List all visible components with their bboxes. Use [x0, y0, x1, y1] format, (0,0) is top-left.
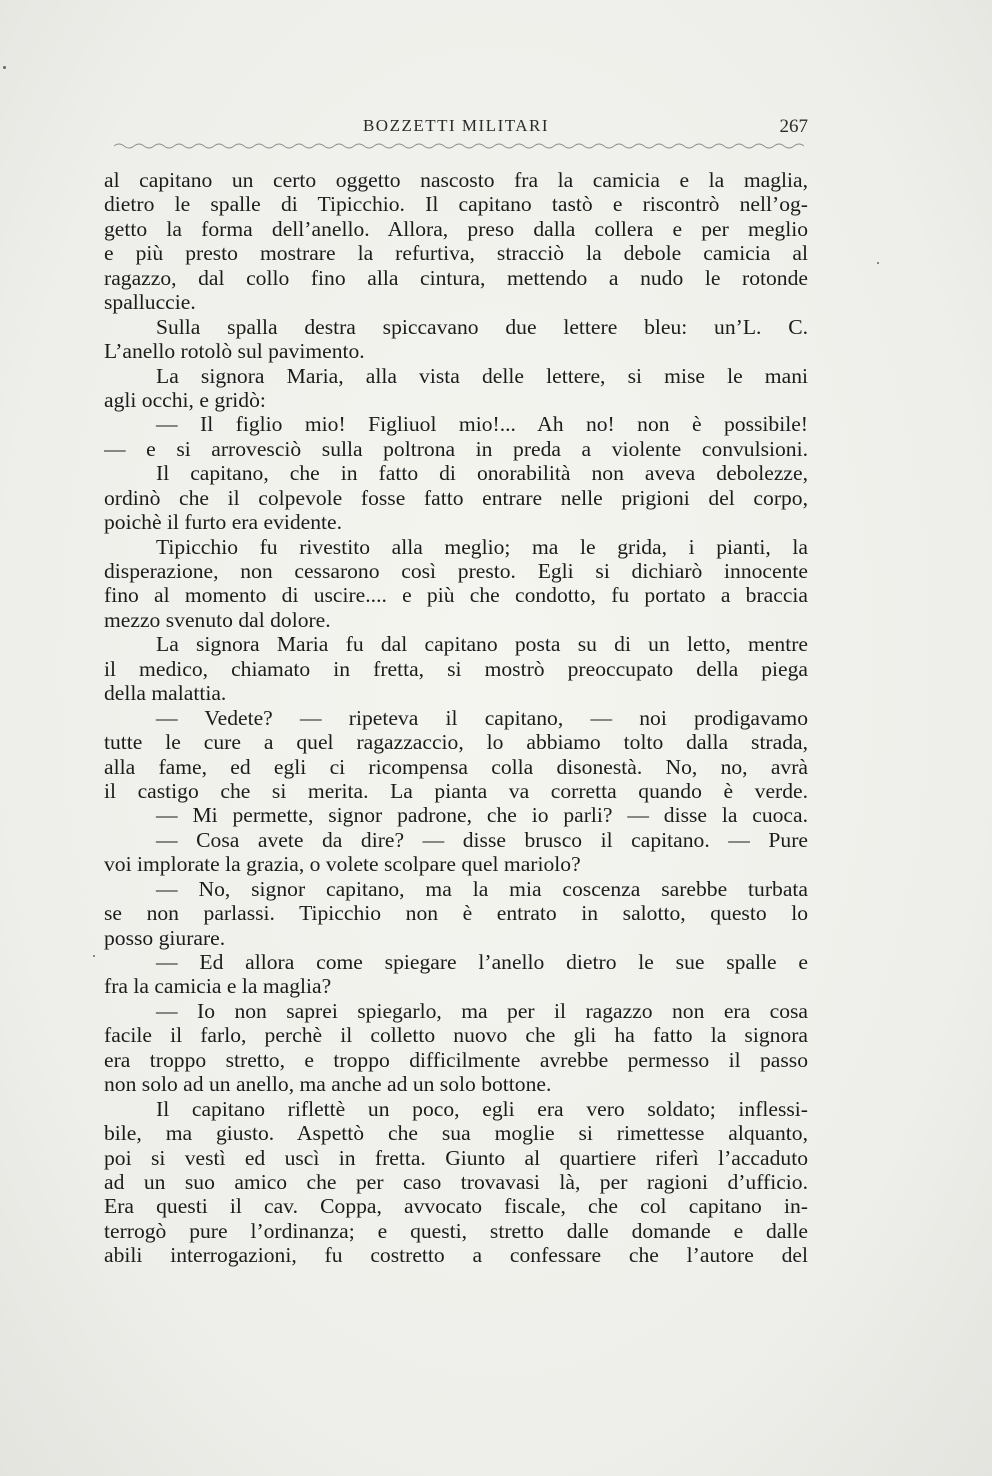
- text-line: al capitano un certo oggetto nascosto fra la camicia e la maglia,: [104, 168, 808, 192]
- text-line: ragazzo, dal collo fino alla cintura, mettendo a nudo le rotonde: [104, 265, 808, 290]
- paper-speck: [93, 955, 95, 957]
- running-title: BOZZETTI MILITARI: [362, 116, 550, 135]
- text-line: — Il figlio mio! Figliuol mio!... Ah no! non è possibile!: [156, 412, 808, 437]
- text-line: La signora Maria, alla vista delle lettere, si mise le mani: [156, 363, 808, 388]
- text-line: ordinò che il colpevole fosse fatto entrare nelle prigioni del corpo,: [104, 485, 808, 510]
- body-text: [104, 168, 808, 1268]
- text-line: L’anello rotolò sul pavimento.: [104, 339, 365, 364]
- text-line: il castigo che si merita. La pianta va corretta quando è verde.: [104, 778, 808, 803]
- text-line: — No, signor capitano, ma la mia coscenza sarebbe turbata: [156, 876, 808, 901]
- text-line: — Mi permette, signor padrone, che io parli? — disse la cuoca.: [156, 803, 808, 828]
- text-line: tutte le cure a quel ragazzaccio, lo abbiamo tolto dalla strada,: [104, 730, 808, 755]
- text-line: — Io non saprei spiegarlo, ma per il ragazzo non era cosa: [156, 998, 808, 1023]
- text-line: ad un suo amico che per caso trovavasi là, per ragioni d’ufficio.: [104, 1169, 808, 1194]
- text-line: — Vedete? — ripeteva il capitano, — noi prodigavamo: [156, 705, 808, 730]
- text-line: e più presto mostrare la refurtiva, stracciò la debole camicia al: [104, 241, 808, 266]
- text-line: della malattia.: [104, 681, 227, 706]
- text-line: — Cosa avete da dire? — disse brusco il capitano. — Pure: [156, 827, 808, 852]
- text-line: Il capitano riflettè un poco, egli era vero soldato; inflessi-: [156, 1096, 808, 1121]
- text-line: — Ed allora come spiegare l’anello dietro le sue spalle e: [156, 950, 808, 974]
- paper-speck: [877, 262, 879, 264]
- text-line: fra la camicia e la maglia?: [104, 974, 332, 999]
- text-line: fino al momento di uscire.... e più che condotto, fu portato a braccia: [104, 583, 808, 608]
- text-line: dietro le spalle di Tipicchio. Il capitano tastò e riscontrò nell’og-: [104, 192, 808, 217]
- page-number: 267: [779, 116, 808, 137]
- text-line: spalluccie.: [104, 290, 196, 315]
- text-line: alla fame, ed egli ci ricompensa colla disonestà. No, no, avrà: [104, 754, 808, 779]
- text-line: Era questi il cav. Coppa, avvocato fiscale, che col capitano in-: [104, 1194, 808, 1219]
- text-line: Sulla spalla destra spiccavano due lettere bleu: un’L. C.: [156, 314, 808, 339]
- text-line: posso giurare.: [104, 925, 226, 950]
- text-line: disperazione, non cessarono così presto. Egli si dichiarò innocente: [104, 559, 808, 583]
- text-line: poi si vestì ed uscì in fretta. Giunto al quartiere riferì l’accaduto: [104, 1145, 808, 1170]
- decorative-wavy-rule: [114, 142, 804, 150]
- text-line: agli occhi, e gridò:: [104, 387, 266, 412]
- text-line: facile il farlo, perchè il colletto nuovo che gli ha fatto la signora: [104, 1023, 808, 1048]
- text-line: terrogò pure l’ordinanza; e questi, stretto dalle domande e dalle: [104, 1218, 808, 1243]
- text-line: Tipicchio fu rivestito alla meglio; ma le grida, i pianti, la: [156, 534, 808, 559]
- text-line: poichè il furto era evidente.: [104, 510, 343, 535]
- text-line: voi implorate la grazia, o volete scolpare quel mariolo?: [104, 852, 581, 877]
- text-line: — e si arrovesciò sulla poltrona in preda a violente convulsioni.: [104, 436, 808, 461]
- text-line: il medico, chiamato in fretta, si mostrò preoccupato della piega: [104, 656, 808, 681]
- text-line: abili interrogazioni, fu costretto a confessare che l’autore del: [104, 1243, 808, 1268]
- text-line: La signora Maria fu dal capitano posta su di un letto, mentre: [156, 632, 808, 657]
- text-line: era troppo stretto, e troppo difficilmente avrebbe permesso il passo: [104, 1047, 808, 1072]
- text-line: bile, ma giusto. Aspettò che sua moglie si rimettesse alquanto,: [104, 1121, 808, 1146]
- text-line: non solo ad un anello, ma anche ad un solo bottone.: [104, 1072, 552, 1097]
- text-line: se non parlassi. Tipicchio non è entrato in salotto, questo lo: [104, 901, 808, 926]
- paper-speck: [3, 66, 6, 69]
- text-line: getto la forma dell’anello. Allora, preso dalla collera e per meglio: [104, 216, 808, 241]
- text-line: Il capitano, che in fatto di onorabilità non aveva debolezze,: [156, 461, 808, 486]
- text-line: mezzo svenuto dal dolore.: [104, 607, 331, 632]
